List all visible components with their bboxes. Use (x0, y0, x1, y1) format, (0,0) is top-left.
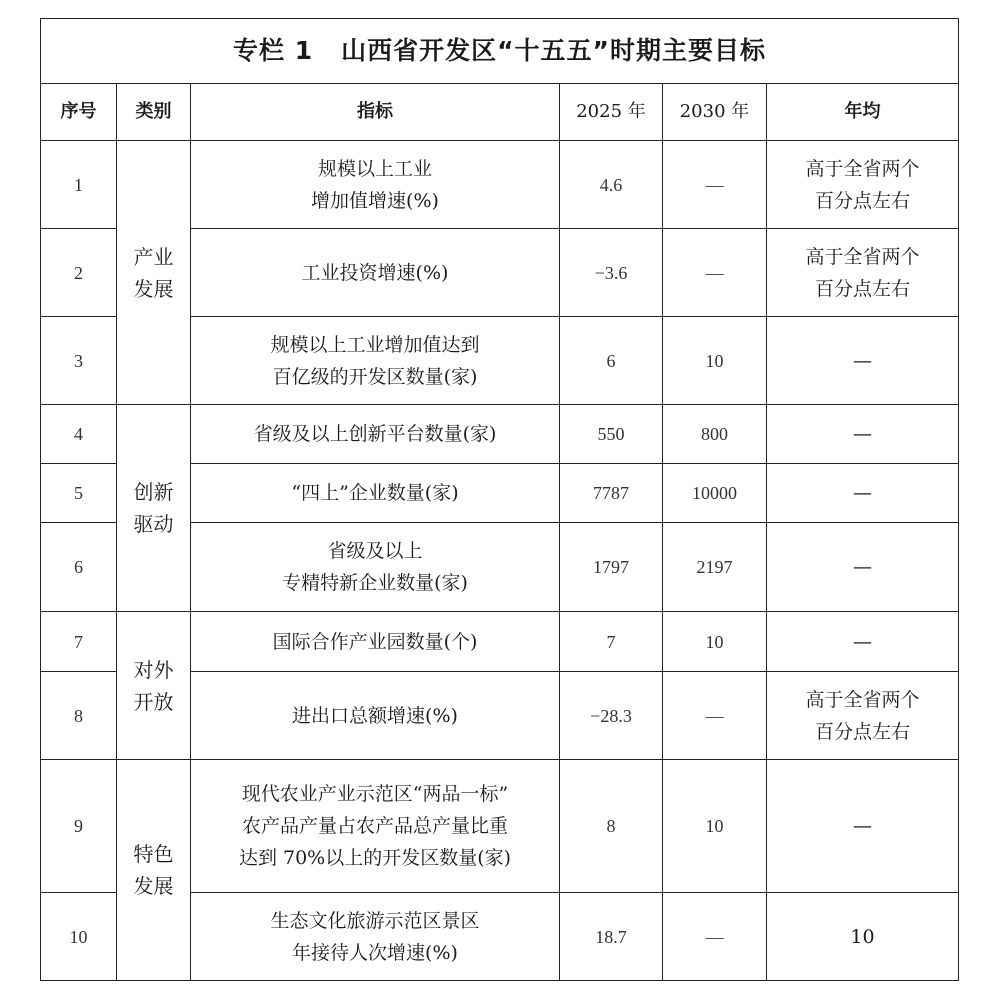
value-2025: −3.6 (560, 229, 663, 317)
table-title (41, 19, 959, 84)
value-2025: −28.3 (560, 672, 663, 760)
indicator-cell (191, 523, 560, 612)
indicator-cell (191, 464, 560, 523)
annual-cell (767, 229, 959, 317)
table-row (41, 760, 959, 893)
table-row (41, 141, 959, 229)
indicator-text: 现代农业产业示范区“两品一标” (241, 783, 509, 805)
row-seq: 7 (41, 612, 117, 672)
annual-text: 高于全省两个 (805, 157, 920, 180)
annual-text: 百分点左右 (815, 720, 911, 743)
annual-cell (767, 893, 959, 981)
value-2025: 1797 (560, 523, 663, 612)
annual-text: 百分点左右 (815, 189, 911, 212)
value-2030: 800 (663, 405, 767, 464)
header-indicator: 指标 (191, 84, 560, 141)
indicator-cell (191, 229, 560, 317)
header-seq: 序号 (41, 84, 117, 141)
value-2025: 6 (560, 317, 663, 405)
indicator-text: 省级及以上 (327, 540, 423, 562)
value-2025: 18.7 (560, 893, 663, 981)
value-2025: 8 (560, 760, 663, 893)
indicator-text: 农产品产量占农产品总产量比重 (241, 815, 508, 837)
annual-cell (767, 405, 959, 464)
indicator-text: 达到 70%以上的开发区数量(家) (238, 847, 512, 869)
row-seq: 1 (41, 141, 117, 229)
annual-text: — (853, 482, 872, 504)
goals-table-document (40, 18, 958, 981)
indicator-text: 国际合作产业园数量(个) (272, 630, 478, 653)
indicator-text: 工业投资增速(%) (301, 261, 449, 284)
indicator-text: 百亿级的开发区数量(家) (272, 365, 478, 388)
indicator-text: 增加值增速(%) (311, 189, 439, 212)
category-label: 创新 (133, 480, 174, 504)
annual-text: — (853, 556, 872, 578)
row-seq: 8 (41, 672, 117, 760)
indicator-cell (191, 893, 560, 981)
indicator-cell (191, 612, 560, 672)
row-seq: 10 (41, 893, 117, 981)
value-2030: 10000 (663, 464, 767, 523)
row-seq: 5 (41, 464, 117, 523)
title-main: 山西省开发区“十五五”时期主要目标 (341, 36, 766, 65)
value-2030: — (663, 141, 767, 229)
indicator-text: 生态文化旅游示范区景区 (270, 909, 480, 932)
indicator-text: 进出口总额增速(%) (292, 704, 458, 727)
category-cell (117, 612, 191, 760)
table-row (41, 405, 959, 464)
header-annual: 年均 (767, 84, 959, 141)
indicator-text: 年接待人次增速(%) (292, 941, 458, 964)
value-2030: — (663, 672, 767, 760)
indicator-cell (191, 672, 560, 760)
row-seq: 9 (41, 760, 117, 893)
indicator-cell (191, 760, 560, 893)
header-2025: 2025 年 (560, 84, 663, 141)
indicator-text: 规模以上工业 (317, 157, 432, 180)
annual-text: 高于全省两个 (805, 245, 920, 268)
indicator-cell (191, 141, 560, 229)
annual-text: — (853, 349, 872, 372)
annual-text: 10 (850, 925, 875, 948)
table-row (41, 612, 959, 672)
header-row (41, 84, 959, 141)
annual-text: 高于全省两个 (805, 688, 920, 711)
indicator-text: 规模以上工业增加值达到 (270, 333, 480, 356)
category-label: 开放 (133, 689, 174, 714)
category-label: 对外 (133, 657, 174, 682)
value-2030: 10 (663, 317, 767, 405)
value-2025: 7 (560, 612, 663, 672)
row-seq: 3 (41, 317, 117, 405)
header-2030: 2030 年 (663, 84, 767, 141)
indicator-cell (191, 317, 560, 405)
row-seq: 6 (41, 523, 117, 612)
indicator-text: “四上”企业数量(家) (291, 482, 459, 504)
annual-cell (767, 141, 959, 229)
category-label: 产业 (133, 244, 174, 269)
title-prefix: 专栏 1 (233, 36, 314, 65)
row-seq: 4 (41, 405, 117, 464)
annual-text: — (853, 815, 872, 837)
header-category: 类别 (117, 84, 191, 141)
indicator-text: 专精特新企业数量(家) (282, 572, 468, 594)
category-cell (117, 760, 191, 981)
category-label: 发展 (133, 874, 174, 898)
category-label: 特色 (133, 842, 174, 866)
value-2030: 10 (663, 760, 767, 893)
value-2030: 10 (663, 612, 767, 672)
indicator-cell (191, 405, 560, 464)
annual-text: — (853, 423, 872, 445)
value-2030: — (663, 893, 767, 981)
value-2030: — (663, 229, 767, 317)
category-label: 驱动 (133, 512, 174, 536)
category-cell (117, 141, 191, 405)
value-2030: 2197 (663, 523, 767, 612)
annual-text: — (853, 630, 872, 653)
goals-table (40, 18, 959, 981)
indicator-text: 省级及以上创新平台数量(家) (253, 423, 497, 445)
category-label: 发展 (133, 276, 174, 301)
annual-cell (767, 672, 959, 760)
value-2025: 4.6 (560, 141, 663, 229)
value-2025: 550 (560, 405, 663, 464)
annual-text: 百分点左右 (815, 277, 911, 300)
annual-cell (767, 464, 959, 523)
annual-cell (767, 523, 959, 612)
category-cell (117, 405, 191, 612)
value-2025: 7787 (560, 464, 663, 523)
annual-cell (767, 760, 959, 893)
annual-cell (767, 612, 959, 672)
row-seq: 2 (41, 229, 117, 317)
annual-cell (767, 317, 959, 405)
